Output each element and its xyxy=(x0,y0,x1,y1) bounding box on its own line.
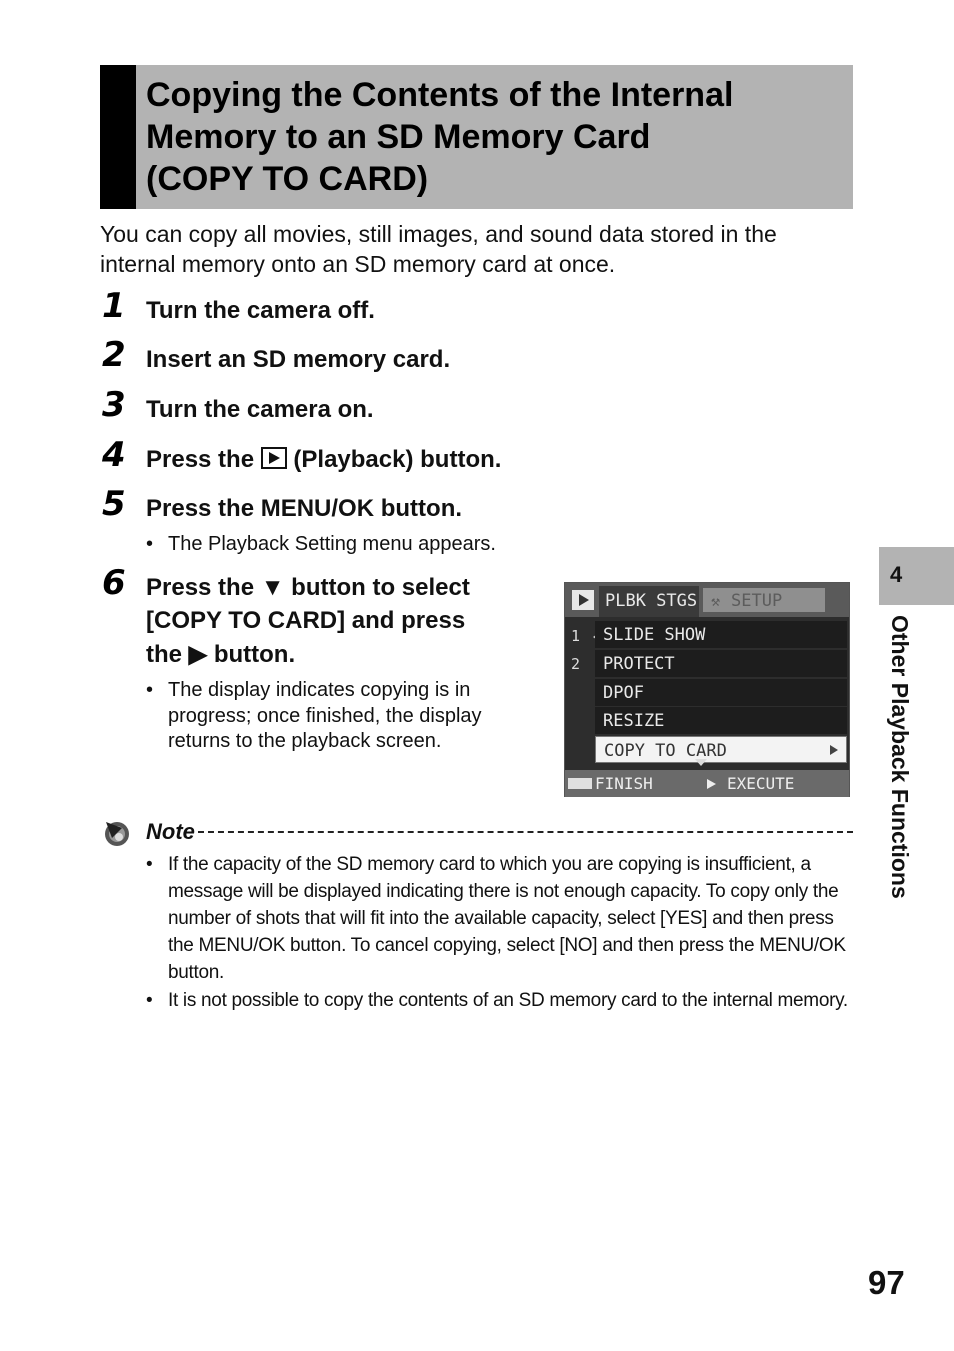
camera-tab-setup: ⚒ SETUP xyxy=(703,588,825,612)
scroll-down-icon xyxy=(695,759,707,766)
step-4-number: 4 xyxy=(102,435,126,475)
step-5-number: 5 xyxy=(102,484,126,524)
camera-menu-item: DPOF xyxy=(595,679,847,706)
page-number: 97 xyxy=(868,1264,905,1301)
camera-page-1: 1 xyxy=(571,627,581,645)
camera-finish-label: FINISH xyxy=(595,774,653,793)
title-accent-bar xyxy=(100,65,136,209)
step-4-text-after: (Playback) button. xyxy=(293,446,502,473)
step-5-text: Press the MENU/OK button. xyxy=(146,495,463,522)
chapter-number: 4 xyxy=(890,562,903,587)
step-6-line-1: Press the ▼ button to select xyxy=(146,574,470,601)
execute-arrow-icon xyxy=(707,779,716,789)
playback-icon xyxy=(261,445,287,478)
chapter-label: Other Playback Functions xyxy=(887,615,913,899)
step-6-number: 6 xyxy=(102,563,126,603)
camera-tab-plbk-stgs: PLBK STGS xyxy=(599,586,699,617)
step-4-text-before: Press the xyxy=(146,446,255,473)
camera-menu-item-selected: COPY TO CARD xyxy=(595,736,847,763)
down-arrow-icon: ▼ xyxy=(260,574,285,601)
camera-playback-icon xyxy=(572,590,594,610)
step-2-number: 2 xyxy=(102,335,126,375)
step-6-line-2: [COPY TO CARD] and press xyxy=(146,607,466,634)
section-title-block xyxy=(100,65,853,209)
camera-tab-bar xyxy=(565,583,849,617)
step-4-text xyxy=(146,443,501,478)
camera-bottom-bar xyxy=(565,770,849,797)
menu-button-icon xyxy=(568,778,592,789)
camera-menu-item: RESIZE xyxy=(595,707,847,734)
right-arrow-icon: ▶ xyxy=(188,641,208,668)
step-3-text: Turn the camera on. xyxy=(146,396,374,423)
note-label: Note xyxy=(146,819,195,844)
camera-menu-item: PROTECT xyxy=(595,650,847,677)
camera-menu-screenshot xyxy=(564,582,850,797)
camera-page-2: 2 xyxy=(571,655,581,673)
step-3-number: 3 xyxy=(102,385,126,425)
note-icon xyxy=(102,818,132,848)
step-2-text: Insert an SD memory card. xyxy=(146,346,451,373)
note-divider xyxy=(198,831,853,833)
camera-execute-label: EXECUTE xyxy=(727,774,795,793)
submenu-arrow-icon xyxy=(830,745,838,755)
page-title: Copying the Contents of the Internal Memory to an SD Memory Card (COPY TO CARD) xyxy=(146,76,734,198)
step-1-number: 1 xyxy=(102,286,126,326)
intro-paragraph: You can copy all movies, still images, and sound data stored in the internal memory onto an SD memory card at once. xyxy=(100,221,777,277)
wrench-icon: ⚒ xyxy=(711,592,721,610)
step-6-line-3: the ▶ button. xyxy=(146,641,296,668)
step-1-text: Turn the camera off. xyxy=(146,297,375,324)
camera-menu-item: SLIDE SHOW xyxy=(595,621,847,648)
